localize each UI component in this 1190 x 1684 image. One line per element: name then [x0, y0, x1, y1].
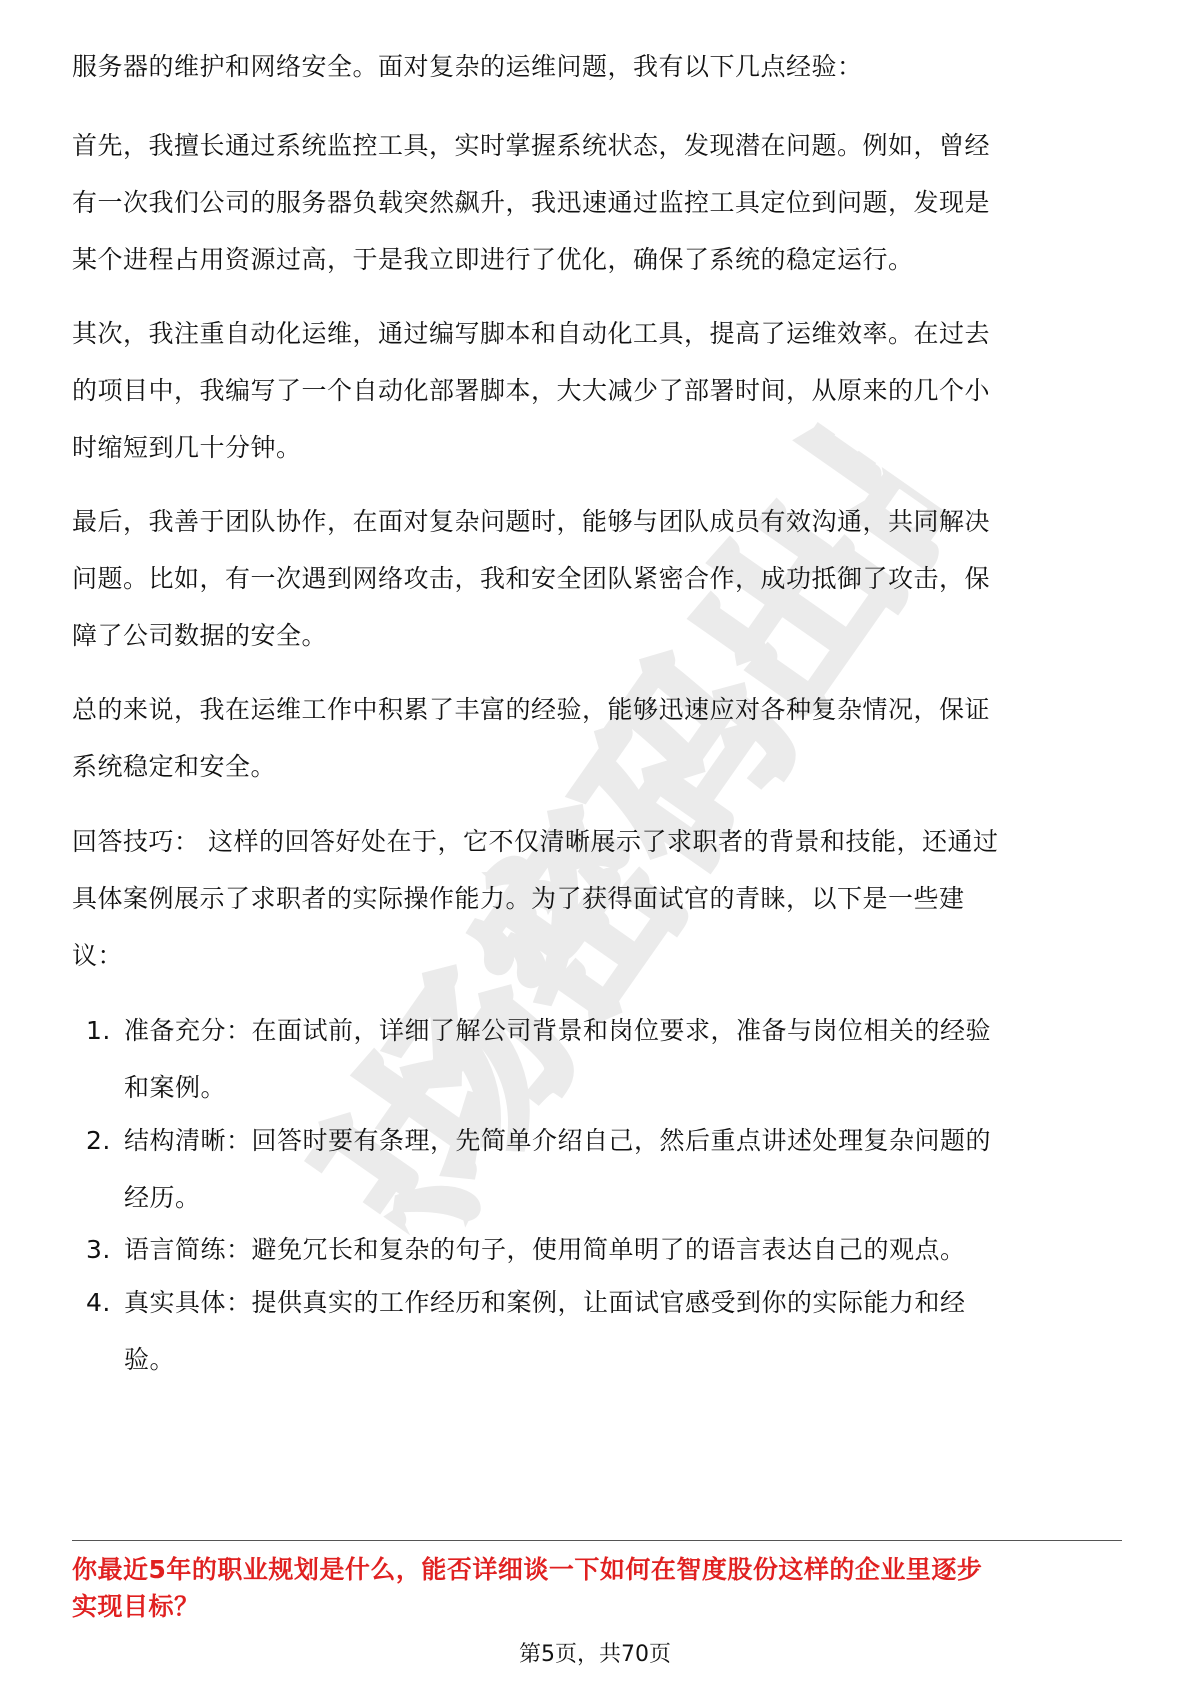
page-number: 第5页，共70页 [519, 1642, 671, 1667]
text-line: 首先，我擅长通过系统监控工具，实时掌握系统状态，发现潜在问题。例如，曾经 [72, 131, 991, 160]
text-line: 语言简练：避免冗长和复杂的句子，使用简单明了的语言表达自己的观点。 [124, 1235, 966, 1264]
paragraph-monitoring [72, 117, 1122, 288]
list-item-text [124, 1112, 991, 1226]
text-line: 总的来说，我在运维工作中积累了丰富的经验，能够迅速应对各种复杂情况，保证 [72, 695, 991, 724]
text-line: 的项目中，我编写了一个自动化部署脚本，大大减少了部署时间，从原来的几个小 [72, 376, 991, 405]
text-line: 有一次我们公司的服务器负载突然飙升，我迅速通过监控工具定位到问题，发现是 [72, 188, 991, 217]
text-line: 回答技巧： 这样的回答好处在于，它不仅清晰展示了求职者的背景和技能，还通过 [72, 827, 999, 856]
text-line: 实现目标？ [72, 1592, 200, 1621]
text-line: 经历。 [124, 1183, 201, 1212]
list-item-text [124, 1274, 966, 1388]
text-line: 准备充分：在面试前，详细了解公司背景和岗位要求，准备与岗位相关的经验 [124, 1016, 992, 1045]
text-line: 系统稳定和安全。 [72, 752, 277, 781]
paragraph-teamwork [72, 493, 1122, 664]
paragraph-answer-tips [72, 813, 1122, 984]
text-line: 议： [72, 941, 124, 970]
watermark-text: 职场密码出品 [273, 402, 987, 1278]
list-number: 1. [86, 1016, 111, 1045]
text-line: 问题。比如，有一次遇到网络攻击，我和安全团队紧密合作，成功抵御了攻击，保 [72, 564, 991, 593]
list-number: 2. [86, 1126, 111, 1155]
text-line: 具体案例展示了求职者的实际操作能力。为了获得面试官的青睐，以下是一些建 [72, 884, 965, 913]
list-item-text [124, 1002, 991, 1116]
text-line: 验。 [124, 1345, 176, 1374]
text-line: 服务器的维护和网络安全。面对复杂的运维问题，我有以下几点经验： [72, 52, 863, 81]
paragraph-intro [72, 38, 1122, 95]
text-line: 你最近5年的职业规划是什么，能否详细谈一下如何在智度股份这样的企业里逐步 [72, 1555, 983, 1584]
list-number: 3. [86, 1235, 111, 1264]
list-item-text [124, 1221, 966, 1278]
next-question-heading [72, 1551, 1122, 1625]
text-line: 障了公司数据的安全。 [72, 621, 328, 650]
text-line: 时缩短到几十分钟。 [72, 433, 302, 462]
text-line: 和案例。 [124, 1073, 227, 1102]
paragraph-summary [72, 681, 1122, 795]
text-line: 结构清晰：回答时要有条理，先简单介绍自己，然后重点讲述处理复杂问题的 [124, 1126, 992, 1155]
text-line: 其次，我注重自动化运维，通过编写脚本和自动化工具，提高了运维效率。在过去 [72, 319, 991, 348]
text-line: 某个进程占用资源过高，于是我立即进行了优化，确保了系统的稳定运行。 [72, 245, 914, 274]
section-divider [72, 1540, 1122, 1541]
text-line: 真实具体：提供真实的工作经历和案例，让面试官感受到你的实际能力和经 [124, 1288, 966, 1317]
paragraph-automation [72, 305, 1122, 476]
text-line: 最后，我善于团队协作，在面对复杂问题时，能够与团队成员有效沟通，共同解决 [72, 507, 991, 536]
list-number: 4. [86, 1288, 111, 1317]
